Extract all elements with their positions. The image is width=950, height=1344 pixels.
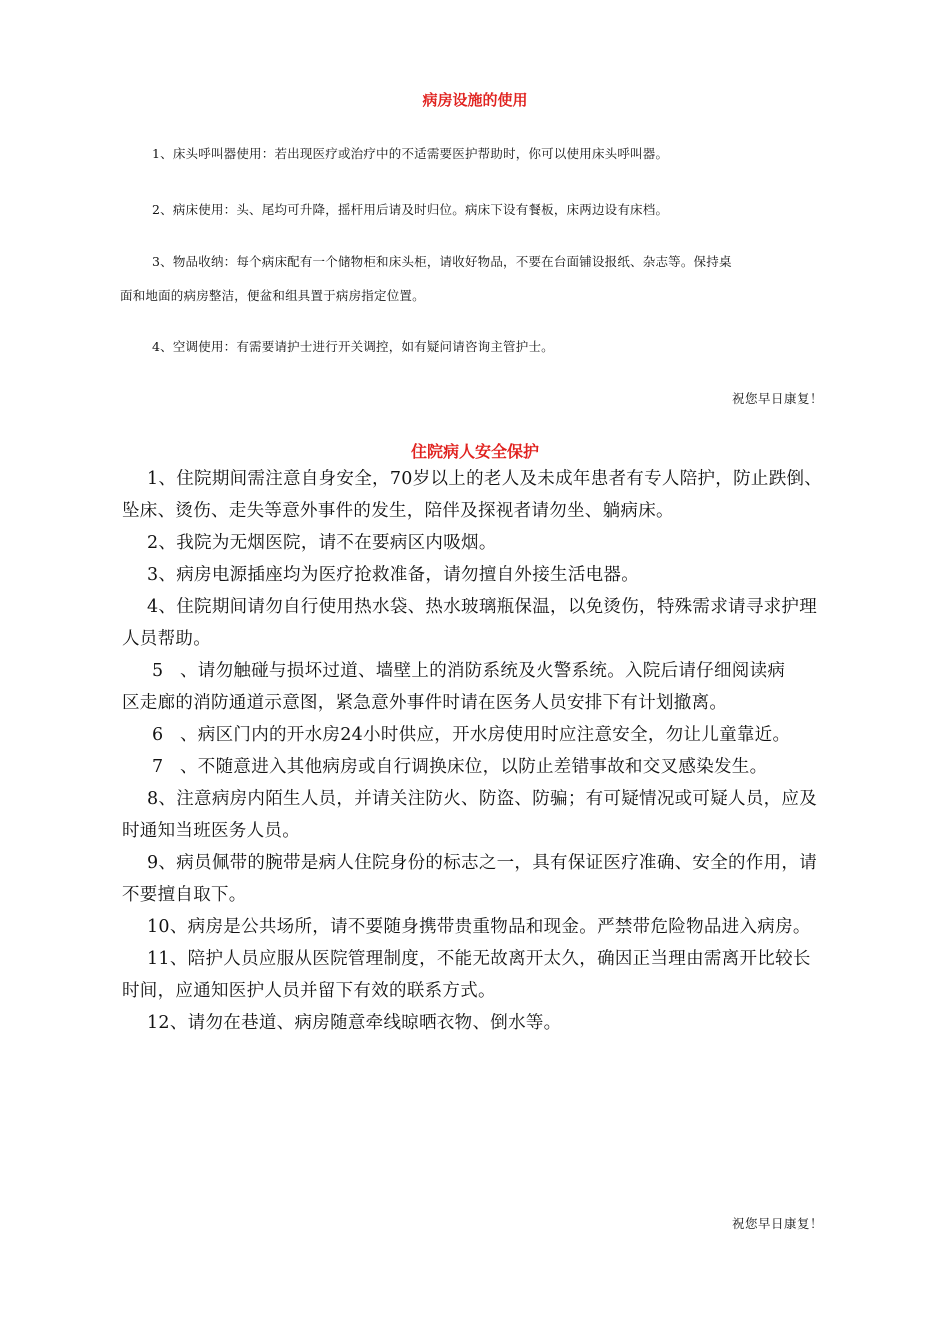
safety-line: 10、病房是公共场所，请不要随身携带贵重物品和现金。严禁带危险物品进入病房。 [147,917,811,937]
facility-item-1: 1、床头呼叫器使用：若出现医疗或治疗中的不适需要医护帮助时，你可以使用床头呼叫器。 [152,146,669,161]
safety-line: 4、住院期间请勿自行使用热水袋、热水玻璃瓶保温，以免烫伤，特殊需求请寻求护理 [147,597,818,617]
item-number: 5 [152,661,164,681]
safety-line: 8、注意病房内陌生人员，并请关注防火、防盗、防骗；有可疑情况或可疑人员，应及 [147,789,818,809]
signoff-1: 祝您早日康复！ [731,391,823,406]
item-text: 、不随意进入其他病房或自行调换床位，以防止差错事故和交叉感染发生。 [180,757,768,777]
safety-list [122,463,830,1039]
safety-line: 2、我院为无烟医院，请不在要病区内吸烟。 [147,533,497,553]
signoff-2: 祝您早日康复！ [731,1216,823,1231]
facility-item-2: 2、病床使用：头、尾均可升降，摇杆用后请及时归位。病床下设有餐板，床两边设有床档。 [152,202,669,217]
safety-line: 9、病员佩带的腕带是病人住院身份的标志之一，具有保证医疗准确、安全的作用，请 [147,853,818,873]
safety-line: 坠床、烫伤、走失等意外事件的发生，陪伴及探视者请勿坐、躺病床。 [122,501,674,521]
safety-line [122,719,830,751]
safety-line [122,751,830,783]
safety-line: 时通知当班医务人员。 [122,821,300,841]
safety-line: 3、病房电源插座均为医疗抢救准备，请勿擅自外接生活电器。 [147,565,640,585]
facility-item-4: 4、空调使用：有需要请护士进行开关调控，如有疑问请咨询主管护士。 [152,339,554,354]
section-title-safety: 住院病人安全保护 [410,442,539,461]
safety-line: 不要擅自取下。 [122,885,247,905]
facility-item-3: 3、物品收纳：每个病床配有一个储物柜和床头柜，请收好物品，不要在台面铺设报纸、杂志等。保持桌 面和地面的病房整洁，便盆和组具置于病房指定位置。 [120,254,732,303]
safety-line [122,655,830,687]
section-title-facilities: 病房设施的使用 [422,91,528,109]
item-number: 7 [152,757,164,777]
safety-line: 人员帮助。 [122,629,211,649]
item-text: 、病区门内的开水房24小时供应，开水房使用时应注意安全，勿让儿童靠近。 [180,725,791,745]
item-number: 6 [152,725,164,745]
safety-line: 1、住院期间需注意自身安全，70岁以上的老人及未成年患者有专人陪护，防止跌倒、 [147,469,823,489]
safety-line: 时间，应通知医护人员并留下有效的联系方式。 [122,981,496,1001]
safety-line: 12、请勿在巷道、病房随意牵线晾晒衣物、倒水等。 [147,1013,562,1033]
safety-line: 11、陪护人员应服从医院管理制度，不能无故离开太久，确因正当理由需离开比较长 [147,949,811,969]
safety-line: 区走廊的消防通道示意图，紧急意外事件时请在医务人员安排下有计划撤离。 [122,693,728,713]
item-text: 、请勿触碰与损坏过道、墙壁上的消防系统及火警系统。入院后请仔细阅读病 [180,661,786,681]
